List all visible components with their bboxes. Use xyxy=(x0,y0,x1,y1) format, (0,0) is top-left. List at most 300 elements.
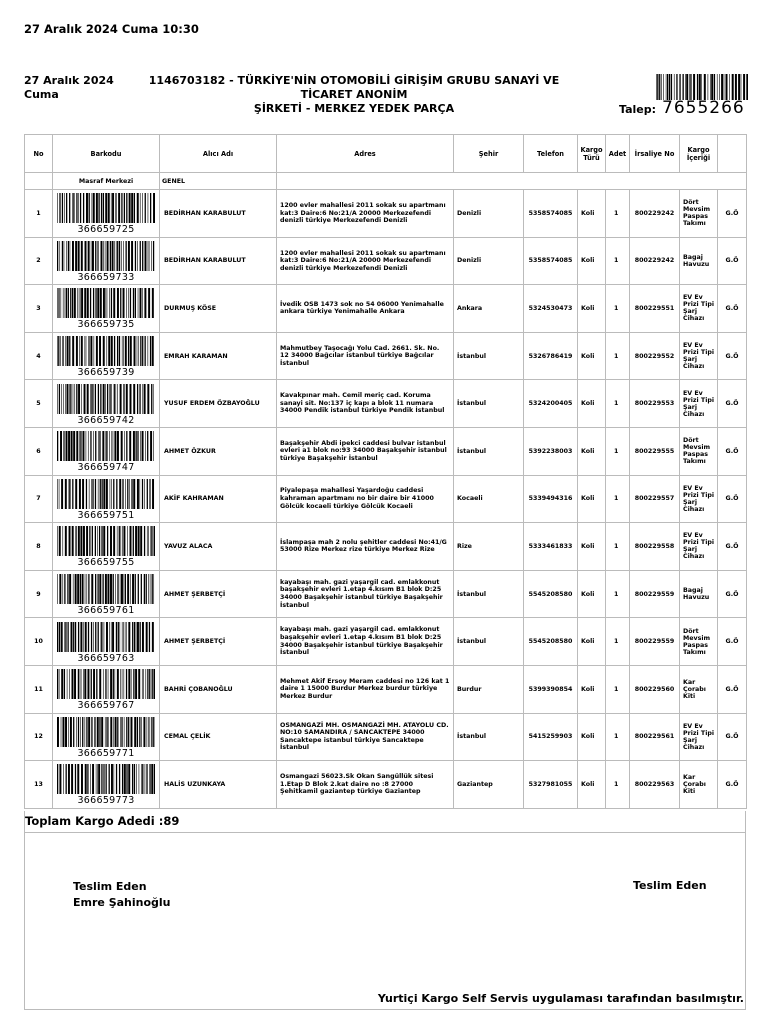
barcode-bar xyxy=(124,431,125,461)
barcode-bar xyxy=(127,479,128,509)
barcode-bar xyxy=(69,384,70,414)
barcode-bar xyxy=(92,193,93,223)
address: Mahmutbey Taşocağı Yolu Cad. 2661. Sk. No. 12 34000 Bağcılar istanbul türkiye Bağcılar İstanbul xyxy=(277,332,454,380)
header-date xyxy=(24,74,124,102)
barcode-bar xyxy=(117,241,118,271)
barcode-bar xyxy=(145,669,146,699)
barcode-bar xyxy=(66,288,67,318)
recipient-name: DURMUŞ KÖSE xyxy=(160,285,277,333)
barcode-bar xyxy=(57,669,58,699)
barcode-cell xyxy=(53,570,160,618)
barcode-bar xyxy=(62,336,63,366)
barcode-cell xyxy=(53,761,160,809)
barcode-bar xyxy=(109,431,110,461)
barcode-bar xyxy=(148,193,149,223)
barcode-bar xyxy=(134,336,136,366)
barcode-bar xyxy=(67,384,69,414)
row-number: 10 xyxy=(25,618,53,666)
waybill-number: 800229558 xyxy=(630,523,680,571)
barcode-bar xyxy=(122,622,123,652)
barcode-bar xyxy=(139,384,140,414)
row-number: 11 xyxy=(25,665,53,713)
barcode-bar xyxy=(117,431,119,461)
barcode-bar xyxy=(99,574,101,604)
col-header-barcode: Barkodu xyxy=(53,135,160,173)
barcode-bar xyxy=(144,479,145,509)
barcode-bar xyxy=(128,764,130,794)
barcode-number: 366659735 xyxy=(77,319,135,331)
barcode-bar xyxy=(133,526,134,556)
barcode-bar xyxy=(140,241,141,271)
barcode-bar xyxy=(129,431,131,461)
barcode-bar xyxy=(132,574,134,604)
barcode-bar xyxy=(111,479,112,509)
city: İstanbul xyxy=(454,570,524,618)
barcode-bar xyxy=(139,717,140,747)
barcode-bar xyxy=(121,574,123,604)
row-number: 2 xyxy=(25,237,53,285)
barcode-bar xyxy=(111,336,113,366)
barcode-bar xyxy=(121,193,122,223)
barcode-bar xyxy=(115,669,116,699)
barcode-bar xyxy=(147,431,148,461)
quantity: 1 xyxy=(606,427,630,475)
barcode-bar xyxy=(63,288,64,318)
barcode-bar xyxy=(92,384,93,414)
barcode-number: 366659755 xyxy=(77,557,135,569)
barcode-bar xyxy=(78,622,79,652)
barcode-bar xyxy=(119,764,120,794)
col-header-recipient: Alıcı Adı xyxy=(160,135,277,173)
barcode-bar xyxy=(133,431,135,461)
barcode-bar xyxy=(77,288,78,318)
barcode-bar xyxy=(79,336,80,366)
shipment-barcode xyxy=(57,288,155,318)
barcode-bar xyxy=(142,288,143,318)
barcode-number: 366659761 xyxy=(77,605,135,617)
col-header-cargo-type: Kargo Türü xyxy=(578,135,606,173)
barcode-bar xyxy=(73,717,74,747)
barcode-bar xyxy=(148,241,149,271)
barcode-bar xyxy=(106,622,108,652)
barcode-bar xyxy=(105,717,106,747)
barcode-bar xyxy=(663,74,664,100)
barcode-bar xyxy=(136,622,137,652)
col-header-quantity: Adet xyxy=(606,135,630,173)
barcode-bar xyxy=(746,74,748,100)
barcode-bar xyxy=(735,74,737,100)
barcode-bar xyxy=(152,288,154,318)
row-number: 13 xyxy=(25,761,53,809)
phone: 5358574085 xyxy=(524,190,578,238)
barcode-cell xyxy=(53,285,160,333)
barcode-bar xyxy=(152,622,154,652)
barcode-bar xyxy=(138,574,139,604)
barcode-cell xyxy=(53,618,160,666)
quantity: 1 xyxy=(606,713,630,761)
barcode-bar xyxy=(86,479,87,509)
barcode-bar xyxy=(83,622,84,652)
table-row xyxy=(25,761,747,809)
shipment-barcode xyxy=(57,479,155,509)
barcode-bar xyxy=(59,574,61,604)
barcode-bar xyxy=(126,241,127,271)
barcode-bar xyxy=(59,288,60,318)
barcode-bar xyxy=(107,526,108,556)
barcode-bar xyxy=(59,526,61,556)
barcode-bar xyxy=(57,622,58,652)
barcode-bar xyxy=(112,193,114,223)
city: İstanbul xyxy=(454,618,524,666)
barcode-bar xyxy=(92,241,94,271)
company-title-line2: ŞİRKETİ - MERKEZ YEDEK PARÇA xyxy=(253,102,455,115)
barcode-bar xyxy=(72,288,73,318)
barcode-bar xyxy=(109,288,110,318)
col-header-content: Kargo İçeriği xyxy=(680,135,718,173)
barcode-bar xyxy=(123,384,124,414)
barcode-bar xyxy=(66,764,67,794)
barcode-cell xyxy=(53,332,160,380)
barcode-bar xyxy=(63,384,64,414)
barcode-bar xyxy=(81,669,82,699)
barcode-bar xyxy=(131,479,132,509)
barcode-bar xyxy=(150,574,151,604)
barcode-bar xyxy=(111,288,112,318)
barcode-bar xyxy=(62,717,64,747)
city: İstanbul xyxy=(454,713,524,761)
barcode-bar xyxy=(109,384,110,414)
barcode-number: 366659733 xyxy=(77,271,135,283)
barcode-bar xyxy=(95,431,96,461)
barcode-bar xyxy=(657,74,658,100)
barcode-bar xyxy=(95,479,96,509)
quantity: 1 xyxy=(606,475,630,523)
barcode-bar xyxy=(113,717,114,747)
barcode-bar xyxy=(65,717,67,747)
barcode-bar xyxy=(69,336,70,366)
barcode-bar xyxy=(659,74,660,100)
barcode-bar xyxy=(111,622,112,652)
barcode-bar xyxy=(106,288,107,318)
barcode-bar xyxy=(90,764,91,794)
phone: 5545208580 xyxy=(524,570,578,618)
barcode-bar xyxy=(108,193,110,223)
barcode-bar xyxy=(58,288,59,318)
phone: 5327981055 xyxy=(524,761,578,809)
barcode-bar xyxy=(109,622,110,652)
barcode-bar xyxy=(100,288,102,318)
barcode-bar xyxy=(138,669,140,699)
barcode-bar xyxy=(108,336,110,366)
barcode-bar xyxy=(123,336,124,366)
barcode-bar xyxy=(153,717,154,747)
barcode-bar xyxy=(137,717,138,747)
barcode-bar xyxy=(140,431,141,461)
barcode-bar xyxy=(85,336,86,366)
barcode-bar xyxy=(117,574,118,604)
print-datetime: 27 Aralık 2024 Cuma 10:30 xyxy=(24,22,199,36)
barcode-bar xyxy=(101,717,103,747)
barcode-bar xyxy=(145,764,146,794)
barcode-bar xyxy=(689,74,690,100)
barcode-bar xyxy=(106,764,107,794)
barcode-bar xyxy=(57,431,58,461)
barcode-bar xyxy=(137,193,139,223)
table-row xyxy=(25,332,747,380)
barcode-bar xyxy=(126,384,128,414)
barcode-bar xyxy=(133,288,134,318)
barcode-bar xyxy=(115,193,116,223)
barcode-bar xyxy=(137,479,139,509)
city: İstanbul xyxy=(454,427,524,475)
barcode-bar xyxy=(130,574,131,604)
barcode-bar xyxy=(699,74,701,100)
barcode-bar xyxy=(97,526,98,556)
barcode-bar xyxy=(116,622,117,652)
barcode-bar xyxy=(107,241,109,271)
barcode-bar xyxy=(64,241,65,271)
barcode-bar xyxy=(119,479,121,509)
col-header-extra xyxy=(718,135,747,173)
recipient-name: HALİS UZUNKAYA xyxy=(160,761,277,809)
barcode-bar xyxy=(91,241,92,271)
barcode-bar xyxy=(109,764,110,794)
barcode-bar xyxy=(142,669,143,699)
barcode-bar xyxy=(134,193,135,223)
barcode-bar xyxy=(149,622,150,652)
extra-code: G.Ö xyxy=(718,523,747,571)
barcode-bar xyxy=(128,336,129,366)
barcode-bar xyxy=(57,717,59,747)
barcode-bar xyxy=(81,241,83,271)
barcode-bar xyxy=(82,431,84,461)
barcode-bar xyxy=(132,622,133,652)
barcode-number: 366659742 xyxy=(77,414,135,426)
barcode-bar xyxy=(127,574,129,604)
table-row xyxy=(25,237,747,285)
barcode-bar xyxy=(86,574,87,604)
barcode-bar xyxy=(724,74,725,100)
barcode-bar xyxy=(148,288,150,318)
quantity: 1 xyxy=(606,332,630,380)
waybill-number: 800229555 xyxy=(630,427,680,475)
barcode-bar xyxy=(100,384,101,414)
barcode-bar xyxy=(117,288,119,318)
barcode-bar xyxy=(97,764,98,794)
shipment-barcode xyxy=(57,669,155,699)
barcode-bar xyxy=(77,574,79,604)
barcode-bar xyxy=(128,717,129,747)
city: Gaziantep xyxy=(454,761,524,809)
address: kayabaşı mah. gazi yaşargil cad. emlakkonut başakşehir evleri 1.etap 4.kısım B1 blok D:25 34000 Başakşehir istanbul türkiye Başakşehir İstanbul xyxy=(277,570,454,618)
barcode-bar xyxy=(64,669,65,699)
cargo-type: Koli xyxy=(578,761,606,809)
barcode-bar xyxy=(61,622,63,652)
barcode-bar xyxy=(83,526,85,556)
barcode-bar xyxy=(100,479,101,509)
cargo-type: Koli xyxy=(578,237,606,285)
barcode-bar xyxy=(153,241,154,271)
cargo-type: Koli xyxy=(578,523,606,571)
barcode-bar xyxy=(140,193,141,223)
row-number: 7 xyxy=(25,475,53,523)
barcode-bar xyxy=(151,384,152,414)
barcode-bar xyxy=(113,288,115,318)
phone: 5324530473 xyxy=(524,285,578,333)
barcode-bar xyxy=(123,526,125,556)
barcode-bar xyxy=(88,336,89,366)
barcode-bar xyxy=(78,669,79,699)
quantity: 1 xyxy=(606,523,630,571)
barcode-bar xyxy=(84,384,86,414)
barcode-bar xyxy=(122,526,123,556)
barcode-bar xyxy=(674,74,675,100)
barcode-bar xyxy=(133,384,135,414)
barcode-bar xyxy=(110,574,112,604)
barcode-bar xyxy=(148,336,149,366)
cost-center-row xyxy=(25,173,747,190)
barcode-bar xyxy=(120,622,121,652)
header-date-day: 27 Aralık 2024 xyxy=(24,74,114,87)
barcode-bar xyxy=(149,764,150,794)
waybill-number: 800229557 xyxy=(630,475,680,523)
barcode-bar xyxy=(72,526,74,556)
barcode-bar xyxy=(67,622,68,652)
recipient-name: BEDİRHAN KARABULUT xyxy=(160,237,277,285)
barcode-bar xyxy=(113,431,114,461)
barcode-bar xyxy=(116,193,117,223)
barcode-bar xyxy=(708,74,709,100)
barcode-bar xyxy=(57,384,58,414)
barcode-bar xyxy=(140,622,141,652)
barcode-bar xyxy=(92,479,93,509)
barcode-bar xyxy=(114,431,116,461)
phone: 5339494316 xyxy=(524,475,578,523)
barcode-bar xyxy=(106,479,108,509)
waybill-number: 800229242 xyxy=(630,237,680,285)
barcode-bar xyxy=(115,717,117,747)
recipient-name: CEMAL ÇELİK xyxy=(160,713,277,761)
cargo-content: Kar Çorabı Kiti xyxy=(680,665,718,713)
table-row xyxy=(25,713,747,761)
phone: 5358574085 xyxy=(524,237,578,285)
barcode-bar xyxy=(89,526,90,556)
barcode-bar xyxy=(142,479,143,509)
cargo-content: EV Ev Prizi Tipi Şarj Cihazı xyxy=(680,285,718,333)
talep-label: Talep: xyxy=(619,103,657,116)
barcode-bar xyxy=(59,479,60,509)
barcode-bar xyxy=(120,574,121,604)
barcode-bar xyxy=(86,193,88,223)
barcode-bar xyxy=(117,336,118,366)
waybill-number: 800229561 xyxy=(630,713,680,761)
barcode-bar xyxy=(141,574,142,604)
barcode-bar xyxy=(697,74,698,100)
barcode-bar xyxy=(93,622,94,652)
barcode-bar xyxy=(131,669,132,699)
barcode-number: 366659771 xyxy=(77,747,135,759)
barcode-bar xyxy=(117,669,119,699)
barcode-bar xyxy=(667,74,668,100)
barcode-bar xyxy=(150,526,151,556)
barcode-bar xyxy=(141,764,142,794)
barcode-bar xyxy=(76,431,78,461)
barcode-bar xyxy=(97,288,99,318)
barcode-bar xyxy=(122,764,123,794)
barcode-bar xyxy=(106,431,107,461)
barcode-bar xyxy=(96,669,97,699)
barcode-bar xyxy=(86,431,87,461)
col-header-no: No xyxy=(25,135,53,173)
barcode-bar xyxy=(69,574,71,604)
address: OSMANGAZİ MH. OSMANGAZİ MH. ATAYOLU CD. NO:10 SAMANDIRA / SANCAKTEPE 34000 Sancaktepe istanbul türkiye Sancaktepe İstanbul xyxy=(277,713,454,761)
extra-code: G.Ö xyxy=(718,427,747,475)
barcode-bar xyxy=(81,384,82,414)
barcode-bar xyxy=(91,669,92,699)
barcode-bar xyxy=(79,431,80,461)
barcode-bar xyxy=(66,431,68,461)
barcode-bar xyxy=(85,574,86,604)
barcode-bar xyxy=(145,241,147,271)
barcode-bar xyxy=(138,526,140,556)
barcode-number: 366659739 xyxy=(77,367,135,379)
barcode-cell xyxy=(53,523,160,571)
waybill-number: 800229551 xyxy=(630,285,680,333)
barcode-cell xyxy=(53,713,160,761)
quantity: 1 xyxy=(606,380,630,428)
receiver-title: Teslim Eden xyxy=(633,879,707,892)
barcode-bar xyxy=(130,384,132,414)
barcode-bar xyxy=(146,574,147,604)
barcode-bar xyxy=(98,622,99,652)
barcode-bar xyxy=(103,526,105,556)
waybill-number: 800229242 xyxy=(630,190,680,238)
phone: 5545208580 xyxy=(524,618,578,666)
barcode-bar xyxy=(114,241,115,271)
barcode-bar xyxy=(120,669,121,699)
quantity: 1 xyxy=(606,761,630,809)
barcode-bar xyxy=(149,669,150,699)
barcode-bar xyxy=(85,622,87,652)
barcode-bar xyxy=(686,74,688,100)
row-number: 5 xyxy=(25,380,53,428)
barcode-bar xyxy=(87,764,88,794)
barcode-bar xyxy=(85,717,86,747)
barcode-bar xyxy=(116,764,117,794)
barcode-bar xyxy=(89,193,90,223)
barcode-bar xyxy=(118,193,120,223)
barcode-bar xyxy=(153,384,154,414)
barcode-bar xyxy=(71,431,73,461)
barcode-bar xyxy=(121,431,123,461)
barcode-bar xyxy=(90,288,91,318)
barcode-bar xyxy=(97,241,98,271)
extra-code: G.Ö xyxy=(718,237,747,285)
barcode-bar xyxy=(145,431,146,461)
table-row xyxy=(25,285,747,333)
barcode-bar xyxy=(124,574,125,604)
barcode-bar xyxy=(57,193,58,223)
barcode-bar xyxy=(101,193,102,223)
barcode-bar xyxy=(86,336,87,366)
barcode-bar xyxy=(112,241,114,271)
recipient-name: BAHRİ ÇOBANOĞLU xyxy=(160,665,277,713)
barcode-number: 366659747 xyxy=(77,462,135,474)
barcode-number: 366659763 xyxy=(77,652,135,664)
barcode-bar xyxy=(116,241,117,271)
barcode-bar xyxy=(95,241,96,271)
barcode-bar xyxy=(76,193,77,223)
